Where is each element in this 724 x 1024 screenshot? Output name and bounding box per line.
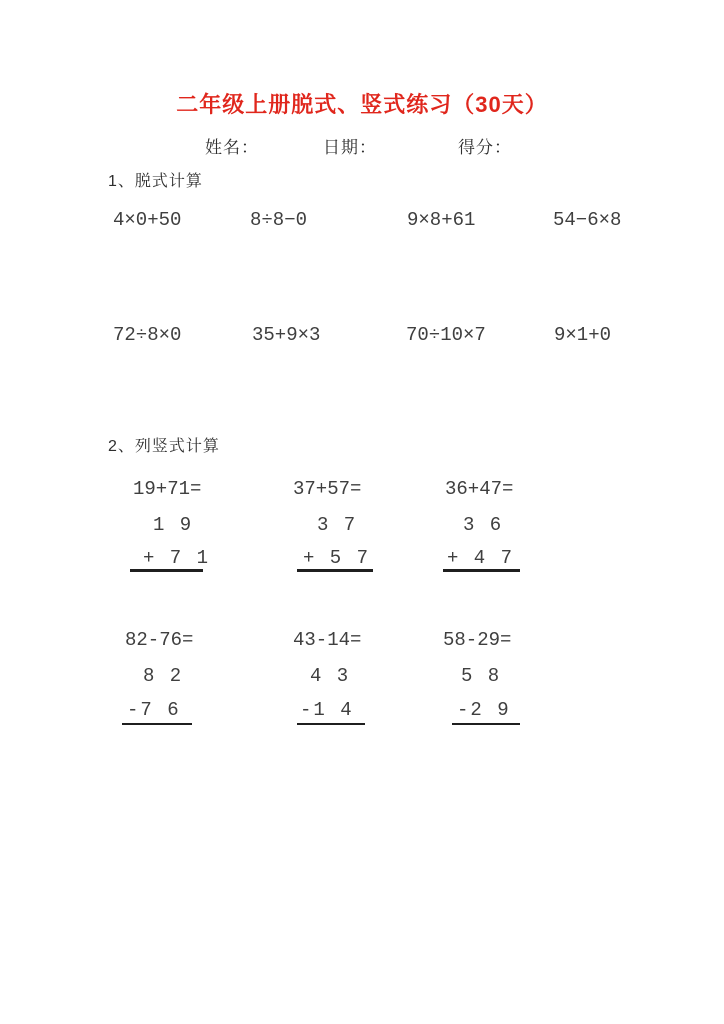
section1-heading: 1、脱式计算 <box>108 173 203 190</box>
date-label: 日期： <box>323 138 377 157</box>
sum-line <box>297 569 373 572</box>
sum-line <box>443 569 520 572</box>
expression: 70÷10×7 <box>406 324 486 346</box>
addend-top: 3 6 <box>463 514 504 536</box>
equation-label: 43-14= <box>293 629 362 651</box>
difference-line <box>297 723 365 725</box>
expression: 9×8+61 <box>407 209 476 231</box>
worksheet-title: 二年级上册脱式、竖式练习（30天） <box>176 92 548 117</box>
minuend: 4 3 <box>310 665 351 687</box>
subtrahend: -1 4 <box>300 699 354 721</box>
difference-line <box>122 723 192 725</box>
sum-line <box>130 569 203 572</box>
section2-heading: 2、列竖式计算 <box>108 438 220 455</box>
expression: 35+9×3 <box>252 324 321 346</box>
equation-label: 37+57= <box>293 478 362 500</box>
difference-line <box>452 723 520 725</box>
addend-bottom: + 7 1 <box>143 547 211 569</box>
minuend: 5 8 <box>461 665 502 687</box>
addend-bottom: + 4 7 <box>447 547 515 569</box>
addend-top: 3 7 <box>317 514 358 536</box>
minuend: 8 2 <box>143 665 184 687</box>
expression: 9×1+0 <box>554 324 612 346</box>
expression: 4×0+50 <box>113 209 182 231</box>
addend-top: 1 9 <box>153 514 194 536</box>
name-label: 姓名： <box>205 138 259 157</box>
equation-label: 36+47= <box>445 478 514 500</box>
subtrahend: -7 6 <box>127 699 181 721</box>
subtrahend: -2 9 <box>457 699 511 721</box>
equation-label: 58-29= <box>443 629 512 651</box>
score-label: 得分： <box>458 138 512 157</box>
equation-label: 19+71= <box>133 478 202 500</box>
addend-bottom: + 5 7 <box>303 547 371 569</box>
expression: 72÷8×0 <box>113 324 182 346</box>
expression: 54−6×8 <box>553 209 622 231</box>
expression: 8÷8−0 <box>250 209 308 231</box>
equation-label: 82-76= <box>125 629 194 651</box>
